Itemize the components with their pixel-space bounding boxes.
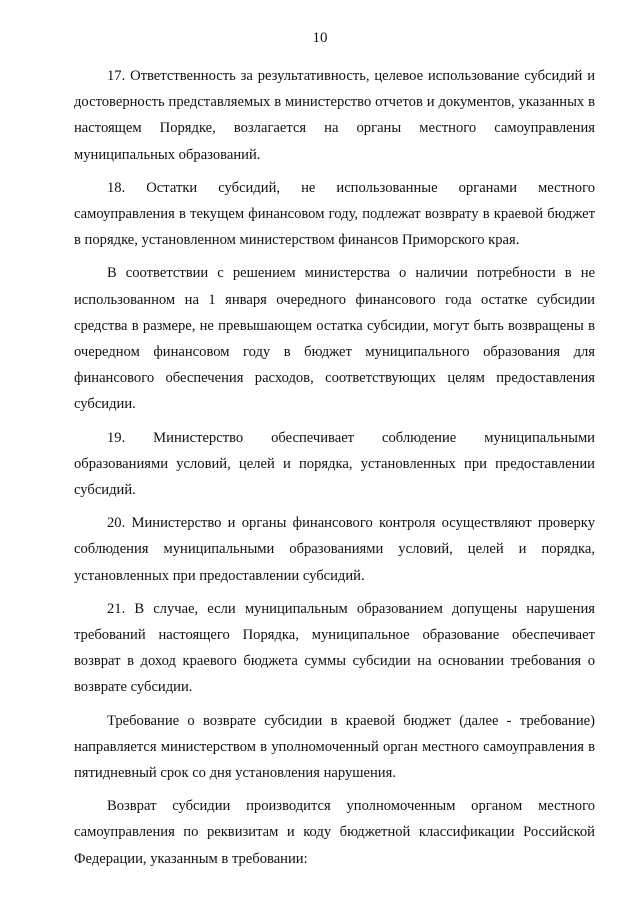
paragraph-21-refund: Возврат субсидии производится уполномоченным органом местного самоуправления по реквизитам и коду бюджетной классификации Российской Федерации, указанным в требовании: [74, 798, 595, 867]
paragraph-18-continued: В соответствии с решением министерства о наличии потребности в не использованном на 1 января очередного финансового года остатке субсидии средства в размере, не превышающем остатка субсидии, могут быть возвращены в очередном финансовом году в бюджет муниципального образования для финансового обеспечения расходов, соответствующих целям предоставления субсидии. [74, 265, 595, 413]
paragraph-18: 18. Остатки субсидий, не использованные органами местного самоуправления в текущем финансовом году, подлежат возврату в краевой бюджет в порядке, установленном министерством финансов Приморского края. [74, 179, 595, 249]
paragraph-21-requirement: Требование о возврате субсидии в краевой бюджет (далее - требование) направляется министерством в уполномоченный орган местного самоуправления в пятидневный срок со дня установления нарушения. [74, 712, 595, 782]
paragraph-21: 21. В случае, если муниципальным образованием допущены нарушения требований настоящего Порядка, муниципальное образование обеспечивает возврат в доход краевого бюджета суммы субсидии на основании требования о возврате субсидии. [74, 600, 595, 696]
paragraph-17: 17. Ответственность за результативность, целевое использование субсидий и достоверность представляемых в министерство отчетов и документов, указанных в настоящем Порядке, возлагается на органы местного самоуправления муниципальных образований. [74, 68, 595, 163]
document-body [74, 63, 595, 879]
paragraph-19: 19. Министерство обеспечивает соблюдение муниципальными образованиями условий, целей и порядка, установленных при предоставлении субсидий. [74, 429, 595, 499]
page-number: 10 [312, 30, 328, 46]
paragraph-20: 20. Министерство и органы финансового контроля осуществляют проверку соблюдения муниципальными образованиями условий, целей и порядка, установленных при предоставлении субсидий. [74, 515, 595, 584]
